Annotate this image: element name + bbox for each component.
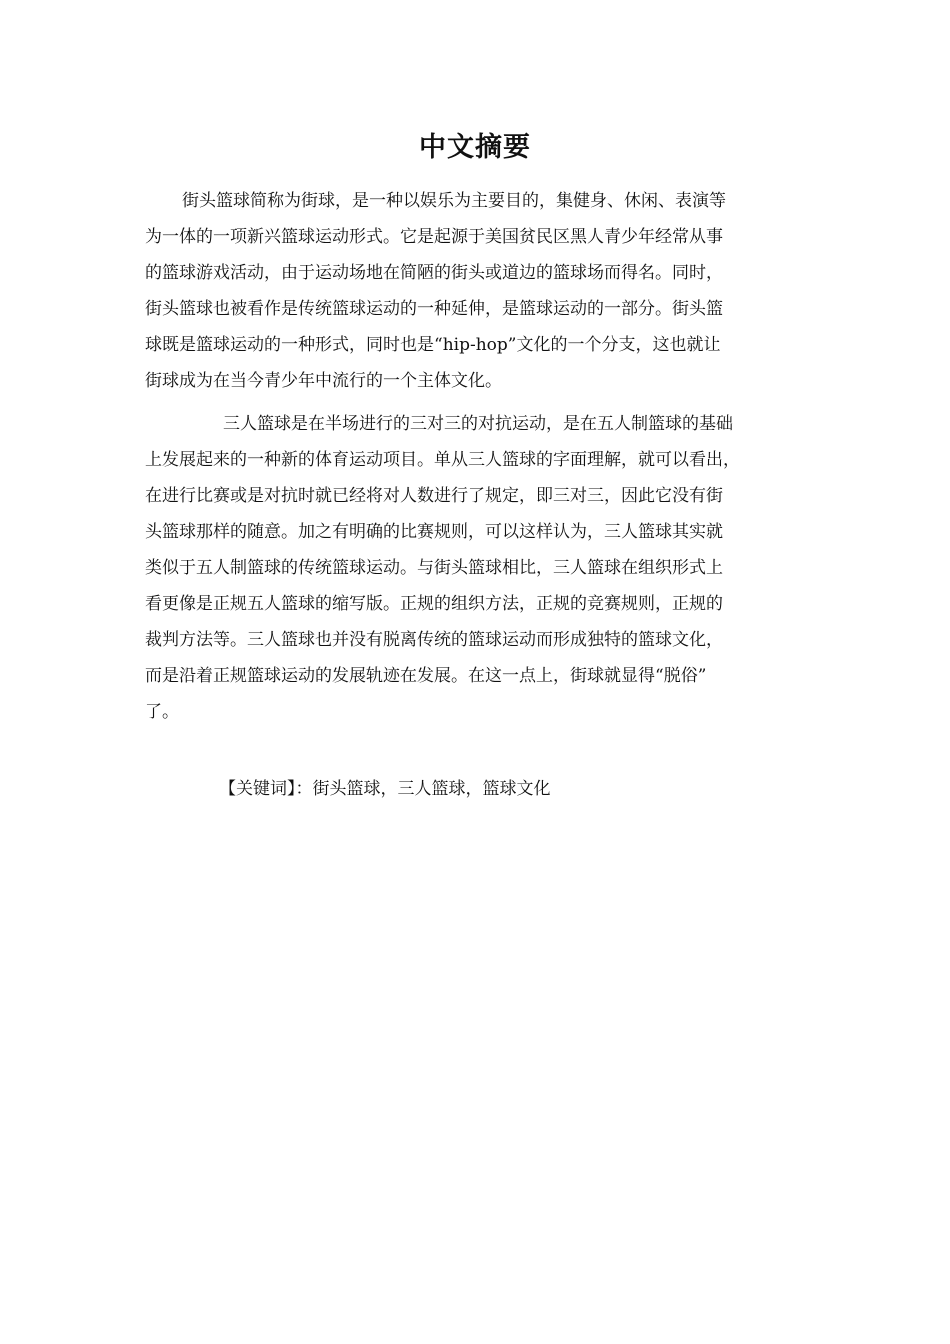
paragraph-line: 街头篮球简称为街球，是一种以娱乐为主要目的，集健身、休闲、表演等	[182, 191, 726, 211]
paragraph-line: 头篮球那样的随意。加之有明确的比赛规则，可以这样认为，三人篮球其实就	[145, 522, 723, 542]
paragraph-line: 上发展起来的一种新的体育运动项目。单从三人篮球的字面理解，就可以看出，	[145, 450, 740, 470]
paragraph-line: 球既是篮球运动的一种形式，同时也是“hip-hop”文化的一个分支，这也就让	[145, 335, 721, 355]
paragraph-line: 类似于五人制篮球的传统篮球运动。与街头篮球相比，三人篮球在组织形式上	[145, 558, 723, 578]
paragraph-line: 看更像是正规五人篮球的缩写版。正规的组织方法，正规的竞赛规则，正规的	[145, 594, 723, 614]
paragraph-line: 为一体的一项新兴篮球运动形式。它是起源于美国贫民区黑人青少年经常从事	[145, 227, 723, 247]
keywords-line: 【关键词】：街头篮球，三人篮球，篮球文化	[219, 779, 551, 799]
abstract-paragraph-1	[145, 183, 820, 399]
paragraph-line: 街球成为在当今青少年中流行的一个主体文化。	[145, 371, 502, 391]
abstract-paragraph-2	[145, 406, 820, 730]
paragraph-line: 了。	[145, 702, 179, 722]
paragraph-line: 裁判方法等。三人篮球也并没有脱离传统的篮球运动而形成独特的篮球文化，	[145, 630, 723, 650]
paragraph-line: 的篮球游戏活动，由于运动场地在简陋的街头或道边的篮球场而得名。同时，	[145, 263, 723, 283]
paragraph-line: 而是沿着正规篮球运动的发展轨迹在发展。在这一点上，街球就显得“脱俗”	[145, 666, 707, 686]
paragraph-line: 街头篮球也被看作是传统篮球运动的一种延伸，是篮球运动的一部分。街头篮	[145, 299, 723, 319]
paragraph-line: 三人篮球是在半场进行的三对三的对抗运动，是在五人制篮球的基础	[223, 414, 733, 434]
paragraph-line: 在进行比赛或是对抗时就已经将对人数进行了规定，即三对三，因此它没有街	[145, 486, 723, 506]
abstract-title: 中文摘要	[419, 132, 531, 163]
